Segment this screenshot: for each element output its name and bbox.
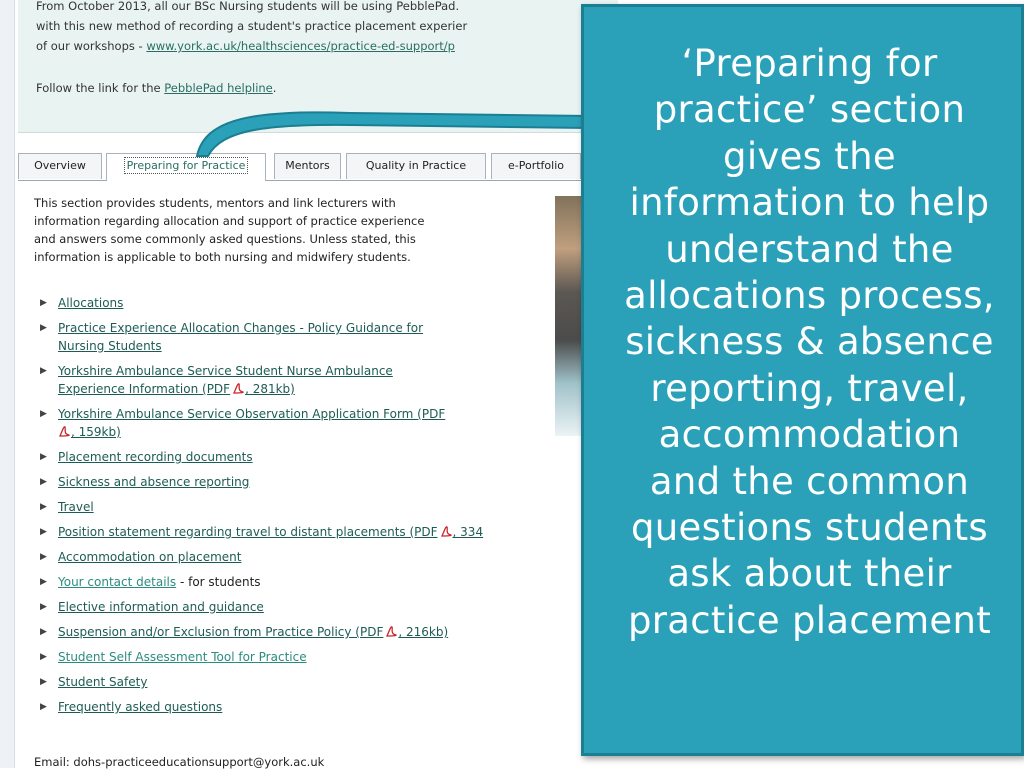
self-assessment-tool-link[interactable]: Student Self Assessment Tool for Practice xyxy=(58,650,307,664)
intro-line-2: information regarding allocation and support of practice experience xyxy=(34,214,425,228)
placement-recording-link[interactable]: Placement recording documents xyxy=(58,450,253,464)
section-intro xyxy=(34,194,539,266)
ambulance-experience-line-1: Yorkshire Ambulance Service Student Nurse Ambulance xyxy=(58,364,393,378)
callout-text xyxy=(562,41,1024,644)
ambulance-observation-line-1: Yorkshire Ambulance Service Observation Application Form (PDF xyxy=(58,407,446,421)
allocation-changes-line-2: Nursing Students xyxy=(58,339,162,353)
list-item xyxy=(40,623,580,641)
intro-line-1: This section provides students, mentors and link lecturers with xyxy=(34,196,396,210)
list-item xyxy=(40,648,580,666)
tab-mentors-label: Mentors xyxy=(285,159,330,172)
travel-position-statement-link[interactable] xyxy=(58,525,483,539)
ambulance-experience-size: , 281kb) xyxy=(245,382,295,396)
bullet-icon: ▶ xyxy=(40,577,47,587)
tab-quality-label: Quality in Practice xyxy=(365,159,467,172)
list-item xyxy=(40,573,580,591)
callout-line: practice placement xyxy=(627,598,992,642)
suspension-policy-label: Suspension and/or Exclusion from Practice Policy (PDF xyxy=(58,625,384,639)
notice-line-3-prefix: of our workshops - xyxy=(36,39,147,53)
notice-line-4 xyxy=(36,78,276,98)
callout-line: reporting, travel, xyxy=(650,366,969,410)
pdf-icon xyxy=(385,625,398,638)
ambulance-experience-line-2: Experience Information (PDF xyxy=(58,382,231,396)
callout-line: ask about their xyxy=(667,552,952,596)
pebblepad-notice xyxy=(18,0,618,133)
notice-line-2: with this new method of recording a student's practice placement experier xyxy=(36,19,468,33)
pebblepad-helpline-link[interactable]: PebblePad helpline xyxy=(164,81,273,95)
suspension-policy-link[interactable] xyxy=(58,625,448,639)
left-margin-strip xyxy=(0,0,15,768)
list-item xyxy=(40,319,580,355)
notice-line-4-prefix: Follow the link for the xyxy=(36,81,165,95)
intro-line-3: and answers some commonly asked questions. Unless stated, this xyxy=(34,232,416,246)
list-item xyxy=(40,598,580,616)
travel-position-label: Position statement regarding travel to distant placements (PDF xyxy=(58,525,438,539)
bullet-icon: ▶ xyxy=(40,298,47,308)
allocation-changes-line-1: Practice Experience Allocation Changes - Policy Guidance for xyxy=(58,321,424,335)
travel-position-size: , 334 xyxy=(452,525,484,539)
ambulance-experience-link[interactable] xyxy=(58,364,393,396)
bullet-icon: ▶ xyxy=(40,323,47,333)
list-item xyxy=(40,523,580,541)
intro-line-4: information is applicable to both nursing and midwifery students. xyxy=(34,250,411,264)
callout-line: and the common xyxy=(649,459,970,503)
contact-details-note: - for students xyxy=(176,575,261,589)
tab-mentors[interactable] xyxy=(274,153,341,179)
bullet-icon: ▶ xyxy=(40,677,47,687)
list-item xyxy=(40,498,580,516)
faq-link[interactable]: Frequently asked questions xyxy=(58,700,223,714)
tab-overview[interactable] xyxy=(18,153,102,179)
student-safety-link[interactable]: Student Safety xyxy=(58,675,148,689)
callout-line: information to help xyxy=(629,181,990,225)
travel-link[interactable]: Travel xyxy=(58,500,94,514)
callout-line: ‘Preparing for xyxy=(681,42,938,85)
bullet-icon: ▶ xyxy=(40,552,47,562)
pdf-icon xyxy=(440,525,453,538)
practice-links-list xyxy=(40,294,580,723)
accommodation-link[interactable]: Accommodation on placement xyxy=(58,550,242,564)
list-item xyxy=(40,698,580,716)
tab-overview-label: Overview xyxy=(34,159,86,172)
bullet-icon: ▶ xyxy=(40,477,47,487)
bullet-icon: ▶ xyxy=(40,366,47,376)
notice-line-4-suffix: . xyxy=(272,81,277,95)
list-item xyxy=(40,548,580,566)
callout-line: understand the xyxy=(665,227,954,271)
bullet-icon: ▶ xyxy=(40,627,47,637)
notice-line-3 xyxy=(36,36,455,56)
callout-box xyxy=(581,4,1024,756)
notice-line-1: From October 2013, all our BSc Nursing students will be using PebblePad. xyxy=(36,0,460,13)
bullet-icon: ▶ xyxy=(40,702,47,712)
section-tabs xyxy=(18,153,618,181)
bullet-icon: ▶ xyxy=(40,409,47,419)
contact-email: Email: dohs-practiceeducationsupport@york.ac.uk xyxy=(34,755,325,769)
bullet-icon: ▶ xyxy=(40,602,47,612)
tab-preparing-label: Preparing for Practice xyxy=(124,157,249,174)
callout-line: sickness & absence xyxy=(625,320,994,364)
elective-info-link[interactable]: Elective information and guidance xyxy=(58,600,264,614)
workshops-link[interactable]: www.york.ac.uk/healthsciences/practice-ed-support/p xyxy=(146,39,455,53)
bullet-icon: ▶ xyxy=(40,452,47,462)
list-item xyxy=(40,473,580,491)
suspension-policy-size: , 216kb) xyxy=(398,625,449,639)
callout-line: practice’ section xyxy=(653,88,966,132)
pdf-icon xyxy=(232,382,245,395)
pdf-icon xyxy=(58,425,71,438)
sickness-absence-link[interactable]: Sickness and absence reporting xyxy=(58,475,250,489)
bullet-icon: ▶ xyxy=(40,652,47,662)
bullet-icon: ▶ xyxy=(40,502,47,512)
tab-preparing-for-practice[interactable] xyxy=(106,153,266,181)
ambulance-observation-form-link[interactable] xyxy=(58,407,445,439)
bullet-icon: ▶ xyxy=(40,527,47,537)
list-item xyxy=(40,362,580,398)
allocations-link[interactable]: Allocations xyxy=(58,296,124,310)
callout-line: accommodation xyxy=(658,413,961,457)
allocation-changes-link[interactable] xyxy=(58,321,423,353)
ambulance-observation-size: , 159kb) xyxy=(71,425,121,439)
tab-quality-in-practice[interactable] xyxy=(346,153,486,179)
callout-line: gives the xyxy=(723,134,896,178)
contact-details-link[interactable]: Your contact details xyxy=(58,575,177,589)
callout-line: allocations process, xyxy=(624,274,995,318)
list-item xyxy=(40,405,580,441)
callout-line: questions students xyxy=(630,506,988,550)
list-item xyxy=(40,673,580,691)
list-item xyxy=(40,294,580,312)
tab-eportfolio-label: e-Portfolio xyxy=(508,159,564,172)
list-item xyxy=(40,448,580,466)
